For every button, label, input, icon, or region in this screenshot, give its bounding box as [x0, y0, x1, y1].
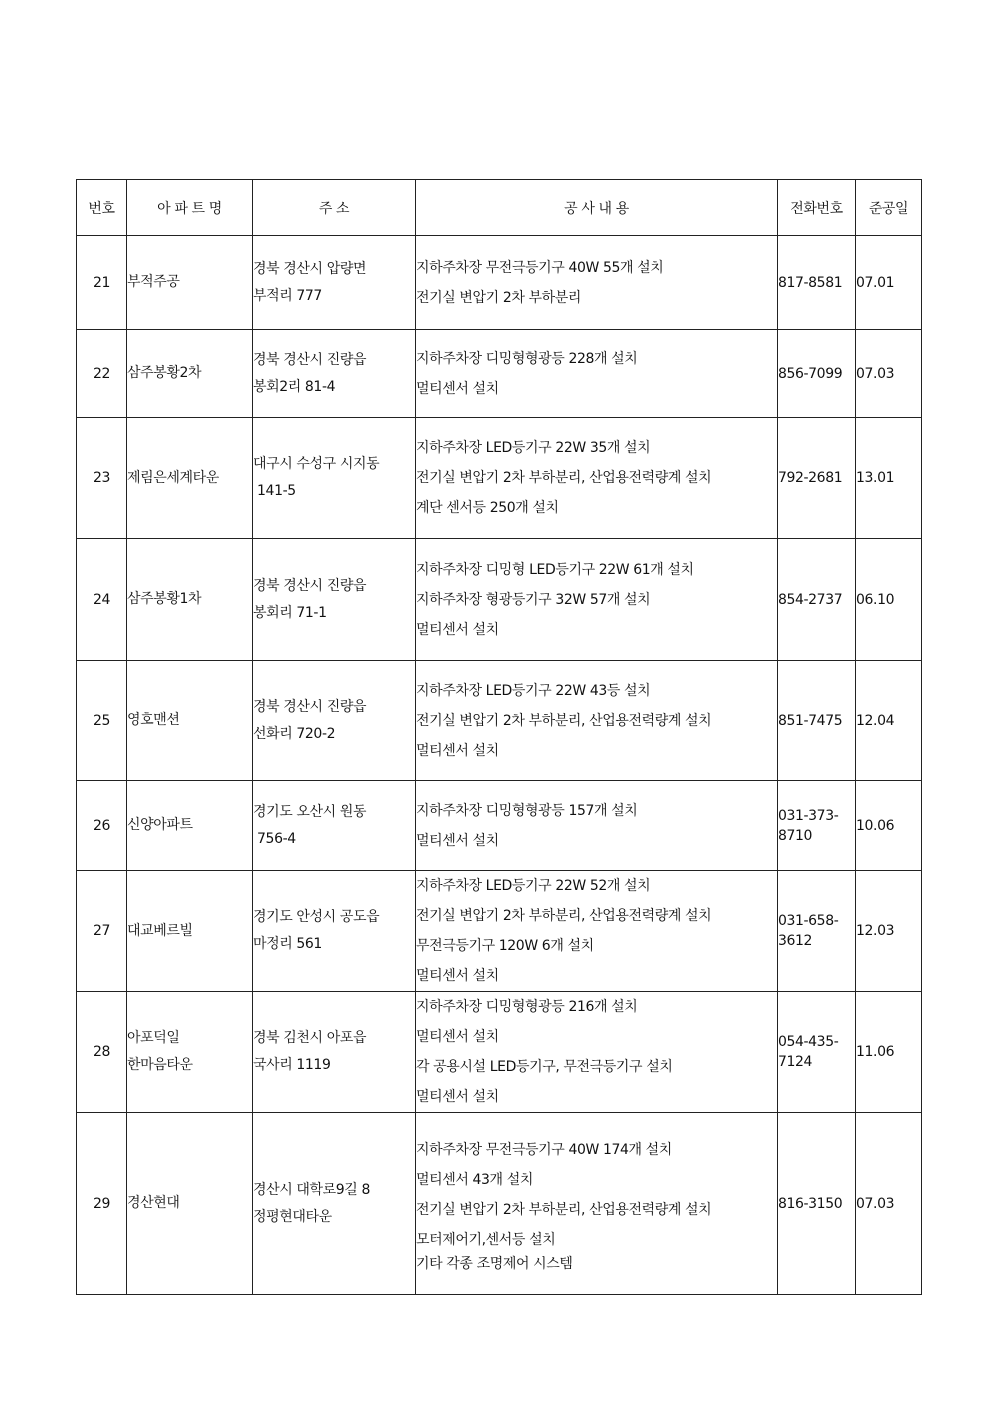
row-number: 28: [77, 992, 127, 1113]
apartment-name-cell: [127, 1113, 253, 1295]
work-content-line: 멀티센서 설치: [416, 968, 499, 984]
work-content-line: 계단 센서등 250개 설치: [416, 500, 559, 516]
work-content-line: 전기실 변압기 2차 부하분리, 산업용전력량계 설치: [416, 470, 712, 486]
work-content-line: 멀티센서 설치: [416, 832, 499, 849]
address-line: 봉회리 71-1: [253, 604, 327, 621]
row-number: 22: [77, 330, 127, 418]
address-line: 부적리 777: [253, 287, 322, 304]
work-content-line: 무전극등기구 120W 6개 설치: [416, 938, 594, 954]
work-content-line: 각 공용시설 LED등기구, 무전극등기구 설치: [416, 1059, 673, 1075]
completion-date: 07.03: [856, 330, 922, 418]
table-row: [77, 871, 922, 992]
phone-cell: [778, 539, 856, 661]
construction-records-table: [76, 179, 922, 1295]
table-row: [77, 992, 922, 1113]
completion-date: 12.04: [856, 661, 922, 781]
work-content-line: 멀티센서 43개 설치: [416, 1171, 533, 1188]
completion-date: 07.01: [856, 236, 922, 330]
work-content-line: 전기실 변압기 2차 부하분리: [416, 289, 582, 306]
address-cell: [253, 1113, 416, 1295]
phone-line: 054-435-: [778, 1034, 839, 1050]
table-row: [77, 1113, 922, 1295]
address-line: 경북 경산시 압량면: [253, 260, 367, 277]
phone-line: 851-7475: [778, 712, 843, 729]
apartment-name-line: 신양아파트: [127, 817, 193, 833]
work-content-cell: [416, 418, 778, 539]
work-content-line: 지하주차장 디밍형형광등 228개 설치: [416, 350, 638, 367]
apartment-name-line: 삼주봉황2차: [127, 365, 202, 381]
table-row: [77, 236, 922, 330]
header-phone: 전화번호: [778, 180, 856, 236]
work-content-line: 지하주차장 디밍형형광등 216개 설치: [416, 999, 638, 1015]
address-line: 정평현대타운: [253, 1208, 332, 1225]
apartment-name-line: 영호맨션: [127, 712, 180, 728]
completion-date: 07.03: [856, 1113, 922, 1295]
work-content-cell: [416, 661, 778, 781]
address-line: 봉회2리 81-4: [253, 378, 336, 395]
work-content-line: 지하주차장 디밍형 LED등기구 22W 61개 설치: [416, 561, 694, 578]
row-number: 27: [77, 871, 127, 992]
address-cell: [253, 992, 416, 1113]
header-address: 주 소: [253, 180, 416, 236]
work-content-line: 지하주차장 LED등기구 22W 35개 설치: [416, 440, 651, 456]
address-line: 경북 경산시 진량읍: [253, 351, 367, 368]
work-content-cell: [416, 330, 778, 418]
address-line: 경기도 오산시 원동: [253, 803, 367, 820]
row-number: 26: [77, 781, 127, 871]
work-content-line: 멀티센서 설치: [416, 380, 499, 397]
table-row: [77, 661, 922, 781]
work-content-line: 모터제어기,센서등 설치: [416, 1231, 556, 1248]
work-content-cell: [416, 1113, 778, 1295]
header-apartment-name: 아 파 트 명: [127, 180, 253, 236]
row-number: 21: [77, 236, 127, 330]
apartment-name-cell: [127, 539, 253, 661]
row-number: 29: [77, 1113, 127, 1295]
phone-line: 3612: [778, 933, 813, 949]
completion-date: 10.06: [856, 781, 922, 871]
completion-date: 11.06: [856, 992, 922, 1113]
address-cell: [253, 330, 416, 418]
work-content-line: 전기실 변압기 2차 부하분리, 산업용전력량계 설치: [416, 908, 712, 924]
phone-cell: [778, 661, 856, 781]
address-line: 국사리 1119: [253, 1057, 331, 1073]
work-content-line: 멀티센서 설치: [416, 1089, 499, 1105]
table-row: [77, 418, 922, 539]
address-cell: [253, 418, 416, 539]
address-line: 경북 경산시 진량읍: [253, 698, 367, 715]
completion-date: 13.01: [856, 418, 922, 539]
address-line: 마정리 561: [253, 936, 322, 952]
work-content-line: 멀티센서 설치: [416, 742, 499, 759]
work-content-cell: [416, 236, 778, 330]
work-content-line: 지하주차장 LED등기구 22W 43등 설치: [416, 682, 651, 699]
apartment-name-line: 삼주봉황1차: [127, 591, 202, 607]
address-cell: [253, 539, 416, 661]
row-number: 24: [77, 539, 127, 661]
apartment-name-line: 제림은세계타운: [127, 469, 219, 486]
apartment-name-cell: [127, 330, 253, 418]
work-content-line: 지하주차장 디밍형형광등 157개 설치: [416, 802, 638, 819]
work-content-line: 멀티센서 설치: [416, 1029, 499, 1045]
work-content-line: 지하주차장 무전극등기구 40W 174개 설치: [416, 1141, 672, 1158]
work-content-cell: [416, 539, 778, 661]
header-completion-date: 준공일: [856, 180, 922, 236]
apartment-name-cell: [127, 236, 253, 330]
work-content-cell: [416, 781, 778, 871]
work-content-line: 지하주차장 LED등기구 22W 52개 설치: [416, 878, 651, 894]
apartment-name-cell: [127, 661, 253, 781]
phone-line: 031-658-: [778, 913, 839, 929]
work-content-line: 전기실 변압기 2차 부하분리, 산업용전력량계 설치: [416, 1201, 712, 1218]
apartment-name-cell: [127, 992, 253, 1113]
address-cell: [253, 781, 416, 871]
apartment-name-line: 아포덕일: [127, 1030, 180, 1046]
address-line: 141-5: [253, 483, 296, 499]
apartment-name-cell: [127, 781, 253, 871]
work-content-line: 멀티센서 설치: [416, 621, 499, 638]
phone-cell: [778, 992, 856, 1113]
phone-cell: [778, 330, 856, 418]
address-cell: [253, 871, 416, 992]
address-cell: [253, 236, 416, 330]
apartment-name-line: 대교베르빌: [127, 922, 193, 939]
row-number: 23: [77, 418, 127, 539]
apartment-name-line: 부적주공: [127, 274, 180, 290]
address-line: 756-4: [253, 830, 296, 847]
address-cell: [253, 661, 416, 781]
phone-cell: [778, 236, 856, 330]
address-line: 경북 김천시 아포읍: [253, 1030, 367, 1046]
table-header-row: [77, 180, 922, 236]
address-line: 경북 경산시 진량읍: [253, 577, 367, 594]
phone-cell: [778, 418, 856, 539]
header-work-content: 공 사 내 용: [416, 180, 778, 236]
work-content-line: 지하주차장 무전극등기구 40W 55개 설치: [416, 259, 664, 276]
phone-line: 816-3150: [778, 1195, 843, 1212]
work-content-cell: [416, 992, 778, 1113]
completion-date: 06.10: [856, 539, 922, 661]
completion-date: 12.03: [856, 871, 922, 992]
apartment-name-cell: [127, 418, 253, 539]
phone-line: 856-7099: [778, 365, 843, 382]
address-line: 경산시 대학로9길 8: [253, 1181, 370, 1198]
address-line: 경기도 안성시 공도읍: [253, 909, 380, 925]
table-row: [77, 539, 922, 661]
row-number: 25: [77, 661, 127, 781]
phone-line: 8710: [778, 827, 813, 844]
phone-line: 817-8581: [778, 274, 843, 291]
phone-line: 792-2681: [778, 470, 843, 486]
work-content-line: 기타 각종 조명제어 시스템: [416, 1255, 573, 1272]
phone-cell: [778, 871, 856, 992]
phone-line: 854-2737: [778, 591, 843, 608]
header-number: 번호: [77, 180, 127, 236]
work-content-cell: [416, 871, 778, 992]
address-line: 선화리 720-2: [253, 725, 336, 742]
apartment-name-line: 경산현대: [127, 1195, 180, 1211]
work-content-line: 전기실 변압기 2차 부하분리, 산업용전력량계 설치: [416, 712, 712, 729]
work-content-line: 지하주차장 형광등기구 32W 57개 설치: [416, 591, 651, 608]
apartment-name-line: 한마음타운: [127, 1057, 193, 1073]
phone-cell: [778, 1113, 856, 1295]
phone-line: 031-373-: [778, 807, 839, 824]
address-line: 대구시 수성구 시지동: [253, 456, 380, 472]
phone-line: 7124: [778, 1054, 813, 1070]
apartment-name-cell: [127, 871, 253, 992]
phone-cell: [778, 781, 856, 871]
table-row: [77, 781, 922, 871]
table-row: [77, 330, 922, 418]
